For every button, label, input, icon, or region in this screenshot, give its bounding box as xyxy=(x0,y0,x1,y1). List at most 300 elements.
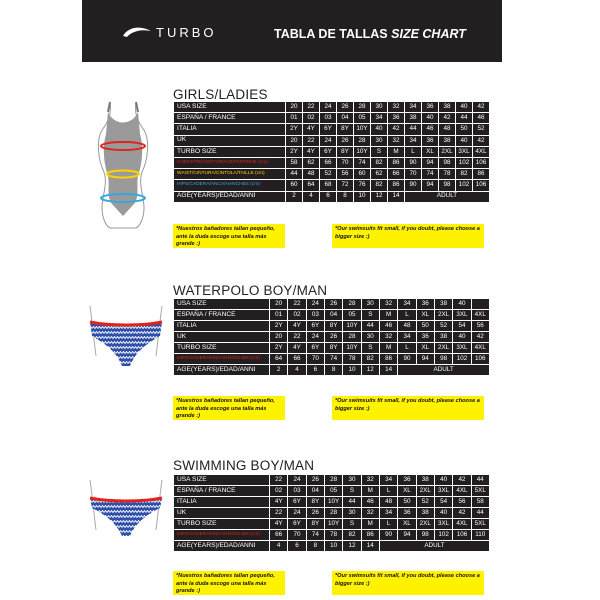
size-cell: 14 xyxy=(388,191,405,202)
size-row xyxy=(174,146,490,157)
size-cell: 4Y xyxy=(270,519,288,530)
size-cell: 32 xyxy=(379,332,397,343)
size-cell: 40 xyxy=(422,113,439,124)
size-cell: 02 xyxy=(288,310,306,321)
size-cell: 20 xyxy=(270,299,288,310)
row-label: ESPAÑA / FRANCE xyxy=(174,310,270,321)
size-cell: 46 xyxy=(379,321,397,332)
size-cell: 22 xyxy=(270,508,288,519)
size-cell: 38 xyxy=(434,332,452,343)
size-cell: 5XL xyxy=(471,519,489,530)
row-label: ESPAÑA / FRANCE xyxy=(174,486,270,497)
size-cell: 2 xyxy=(286,191,303,202)
row-label: UK xyxy=(174,508,270,519)
waterpolo-brief-figure xyxy=(86,306,166,391)
size-cell: 20 xyxy=(270,332,288,343)
size-cell: 01 xyxy=(286,113,303,124)
size-cell: 34 xyxy=(379,475,397,486)
size-cell: 32 xyxy=(379,299,397,310)
row-label: ITALIA xyxy=(174,124,286,135)
size-cell: 94 xyxy=(422,180,439,191)
size-cell: 05 xyxy=(343,310,361,321)
swimming-brief-figure xyxy=(86,480,166,565)
size-cell: 28 xyxy=(343,332,361,343)
size-cell: 106 xyxy=(471,354,489,365)
size-cell: 32 xyxy=(388,135,405,146)
size-cell: 12 xyxy=(361,365,379,376)
row-label: ITALIA xyxy=(174,321,270,332)
size-cell: M xyxy=(361,519,379,530)
size-cell: 106 xyxy=(473,180,490,191)
row-label: AGE(YEARS)/EDAD/ANNI xyxy=(174,191,286,202)
size-cell: ADULT xyxy=(379,541,489,552)
size-cell: 3XL xyxy=(453,343,471,354)
size-cell: 22 xyxy=(288,332,306,343)
size-cell: 40 xyxy=(456,102,473,113)
size-cell: 28 xyxy=(324,475,342,486)
size-cell: 32 xyxy=(361,508,379,519)
size-cell: 02 xyxy=(303,113,320,124)
size-cell: 3XL xyxy=(453,310,471,321)
size-cell: 54 xyxy=(434,497,452,508)
size-cell: 58 xyxy=(286,157,303,168)
size-cell: 6Y xyxy=(288,519,306,530)
note-spanish-girls: *Nuestros bañadores tallan pequeño, ante la duda escoge una talla más grande :) xyxy=(173,224,285,248)
size-cell: 102 xyxy=(453,354,471,365)
size-cell: 10Y xyxy=(343,321,361,332)
size-row xyxy=(174,102,490,113)
size-cell: M xyxy=(361,486,379,497)
size-cell: 32 xyxy=(388,102,405,113)
size-cell: 26 xyxy=(306,508,324,519)
size-cell: 4XL xyxy=(473,146,490,157)
size-cell: 58 xyxy=(471,497,489,508)
size-cell: 76 xyxy=(354,180,371,191)
size-cell: 38 xyxy=(416,508,434,519)
size-cell: XL xyxy=(416,310,434,321)
size-row xyxy=(174,180,490,191)
size-cell: 38 xyxy=(434,299,452,310)
size-cell: 24 xyxy=(306,299,324,310)
note-english-waterpolo: *Our swimsuits fit small, if you doubt, please choose a bigger size :) xyxy=(332,396,484,420)
row-label: HIPS/CADERA/ANCA/HANCHES (cm) xyxy=(174,180,286,191)
size-cell: 4 xyxy=(288,365,306,376)
size-cell: 94 xyxy=(422,157,439,168)
size-cell: 8Y xyxy=(306,497,324,508)
size-cell: 34 xyxy=(371,113,388,124)
row-label: ESPAÑA / FRANCE xyxy=(174,113,286,124)
size-cell: 14 xyxy=(361,541,379,552)
size-cell: 70 xyxy=(288,530,306,541)
size-cell: 90 xyxy=(405,157,422,168)
size-cell: 66 xyxy=(288,354,306,365)
size-cell: L xyxy=(398,343,416,354)
size-cell: 38 xyxy=(416,475,434,486)
size-cell: 98 xyxy=(439,180,456,191)
size-cell: 78 xyxy=(343,354,361,365)
size-cell: 50 xyxy=(398,497,416,508)
section-title-girls-ladies: GIRLS/LADIES xyxy=(173,87,268,102)
size-cell: 8Y xyxy=(337,146,354,157)
size-cell: 42 xyxy=(473,135,490,146)
size-cell: 70 xyxy=(337,157,354,168)
size-cell: 74 xyxy=(306,530,324,541)
size-cell: 102 xyxy=(456,180,473,191)
size-cell: 74 xyxy=(422,169,439,180)
size-row xyxy=(174,299,490,310)
size-cell: 90 xyxy=(398,354,416,365)
size-cell: M xyxy=(379,310,397,321)
size-row xyxy=(174,354,490,365)
brand-name: TURBO xyxy=(156,24,217,40)
size-cell: 2XL xyxy=(434,310,452,321)
size-cell: L xyxy=(379,486,397,497)
size-cell: 50 xyxy=(456,124,473,135)
size-cell: 82 xyxy=(361,354,379,365)
size-cell: 74 xyxy=(324,354,342,365)
size-cell: 42 xyxy=(388,124,405,135)
size-cell: 10Y xyxy=(324,497,342,508)
size-cell: 106 xyxy=(453,530,471,541)
size-cell: 98 xyxy=(416,530,434,541)
size-cell: 28 xyxy=(324,508,342,519)
size-cell: 28 xyxy=(354,102,371,113)
size-cell: 30 xyxy=(361,332,379,343)
size-cell: 4XL xyxy=(471,343,489,354)
size-cell: 98 xyxy=(434,354,452,365)
size-cell: 86 xyxy=(473,169,490,180)
size-cell: 10Y xyxy=(354,146,371,157)
size-cell: 4Y xyxy=(288,343,306,354)
size-cell: 6 xyxy=(320,191,337,202)
size-cell: 44 xyxy=(361,321,379,332)
size-table-swimming xyxy=(173,474,490,552)
size-cell: 10 xyxy=(354,191,371,202)
size-cell: 34 xyxy=(405,102,422,113)
chart-header xyxy=(82,0,502,62)
size-cell: XL xyxy=(416,343,434,354)
row-label: USA SIZE xyxy=(174,475,270,486)
size-cell: 6Y xyxy=(320,146,337,157)
size-cell: 6Y xyxy=(306,321,324,332)
size-cell: 6Y xyxy=(306,343,324,354)
size-cell: S xyxy=(343,519,361,530)
size-cell: 4Y xyxy=(270,497,288,508)
size-cell: 36 xyxy=(416,332,434,343)
size-row xyxy=(174,113,490,124)
size-cell: 44 xyxy=(286,169,303,180)
size-cell: 42 xyxy=(453,508,471,519)
size-cell: 12 xyxy=(343,541,361,552)
size-cell: M xyxy=(379,343,397,354)
size-cell: ADULT xyxy=(405,191,490,202)
size-cell: 74 xyxy=(354,157,371,168)
size-cell: XL xyxy=(398,519,416,530)
size-cell: XL xyxy=(422,146,439,157)
size-row xyxy=(174,135,490,146)
size-cell: 82 xyxy=(371,180,388,191)
size-cell: 4 xyxy=(270,541,288,552)
size-cell: 44 xyxy=(471,475,489,486)
size-cell: 106 xyxy=(473,157,490,168)
size-cell: 44 xyxy=(456,113,473,124)
size-cell: 14 xyxy=(379,365,397,376)
size-cell: 82 xyxy=(456,169,473,180)
size-cell: 4XL xyxy=(471,310,489,321)
wave-logo-icon xyxy=(122,25,152,39)
size-cell: 26 xyxy=(324,299,342,310)
size-cell: 28 xyxy=(343,299,361,310)
size-cell: 34 xyxy=(379,508,397,519)
size-cell: 34 xyxy=(398,332,416,343)
size-cell: 30 xyxy=(361,299,379,310)
size-cell: 48 xyxy=(398,321,416,332)
size-cell: 6Y xyxy=(288,497,306,508)
note-english-swimming: *Our swimsuits fit small, if you doubt, please choose a bigger size :) xyxy=(332,571,484,595)
size-cell: 66 xyxy=(388,169,405,180)
size-cell: 72 xyxy=(337,180,354,191)
size-cell: 40 xyxy=(453,332,471,343)
size-cell: 05 xyxy=(324,486,342,497)
size-cell: 34 xyxy=(398,299,416,310)
size-cell: 04 xyxy=(324,310,342,321)
section-title-swimming: SWIMMING BOY/MAN xyxy=(173,458,315,473)
size-cell: 52 xyxy=(416,497,434,508)
size-cell: 48 xyxy=(439,124,456,135)
size-cell: 2XL xyxy=(439,146,456,157)
size-cell: 2 xyxy=(270,365,288,376)
size-cell: 30 xyxy=(371,135,388,146)
size-cell: 22 xyxy=(303,102,320,113)
size-row xyxy=(174,530,490,541)
size-cell: 102 xyxy=(434,530,452,541)
size-cell: 28 xyxy=(354,135,371,146)
row-label: TURBO SIZE xyxy=(174,519,270,530)
size-cell: 40 xyxy=(371,124,388,135)
size-row xyxy=(174,321,490,332)
size-cell: 40 xyxy=(434,475,452,486)
size-cell: 90 xyxy=(405,180,422,191)
size-cell: 82 xyxy=(343,530,361,541)
size-cell: 52 xyxy=(320,169,337,180)
size-cell: 42 xyxy=(473,102,490,113)
size-row xyxy=(174,497,490,508)
size-cell: 36 xyxy=(388,113,405,124)
size-cell: 10Y xyxy=(354,124,371,135)
size-row xyxy=(174,519,490,530)
size-row xyxy=(174,365,490,376)
size-cell: ADULT xyxy=(398,365,490,376)
size-cell: XL xyxy=(398,486,416,497)
size-cell: 24 xyxy=(288,475,306,486)
size-cell: 22 xyxy=(288,299,306,310)
size-cell: 03 xyxy=(288,486,306,497)
size-cell: 8Y xyxy=(306,519,324,530)
size-cell: 4Y xyxy=(303,124,320,135)
size-cell: 10 xyxy=(343,365,361,376)
size-cell: 70 xyxy=(405,169,422,180)
size-cell: 2XL xyxy=(434,343,452,354)
size-cell: 34 xyxy=(405,135,422,146)
size-row xyxy=(174,310,490,321)
size-cell: 44 xyxy=(405,124,422,135)
size-cell: 8Y xyxy=(337,124,354,135)
size-cell: 78 xyxy=(324,530,342,541)
empty-cell xyxy=(471,299,489,310)
size-cell: 78 xyxy=(439,169,456,180)
size-cell: 02 xyxy=(270,486,288,497)
size-cell: L xyxy=(398,310,416,321)
size-cell: 86 xyxy=(388,157,405,168)
size-cell: 60 xyxy=(286,180,303,191)
size-cell: 38 xyxy=(439,135,456,146)
row-label: USA SIZE xyxy=(174,299,270,310)
size-cell: 8Y xyxy=(324,343,342,354)
size-cell: 05 xyxy=(354,113,371,124)
size-cell: S xyxy=(371,146,388,157)
row-label: USA SIZE xyxy=(174,102,286,113)
row-label: UK xyxy=(174,332,270,343)
size-cell: 42 xyxy=(471,332,489,343)
size-cell: 94 xyxy=(416,354,434,365)
size-cell: 4XL xyxy=(453,486,471,497)
size-cell: 50 xyxy=(416,321,434,332)
size-cell: 2Y xyxy=(270,321,288,332)
size-cell: 24 xyxy=(320,102,337,113)
size-cell: 42 xyxy=(453,475,471,486)
size-cell: 52 xyxy=(473,124,490,135)
section-title-waterpolo: WATERPOLO BOY/MAN xyxy=(173,283,328,298)
size-cell: S xyxy=(361,343,379,354)
size-cell: 42 xyxy=(439,113,456,124)
size-cell: 94 xyxy=(398,530,416,541)
size-cell: 6 xyxy=(288,541,306,552)
size-cell: 10 xyxy=(324,541,342,552)
size-cell: 86 xyxy=(388,180,405,191)
size-cell: 24 xyxy=(306,332,324,343)
size-cell: 20 xyxy=(286,135,303,146)
size-table-waterpolo xyxy=(173,298,490,376)
size-cell: 46 xyxy=(361,497,379,508)
row-label: AGE(YEARS)/EDAD/ANNI xyxy=(174,365,270,376)
size-cell: 38 xyxy=(405,113,422,124)
size-cell: 30 xyxy=(343,475,361,486)
size-cell: L xyxy=(405,146,422,157)
size-cell: 03 xyxy=(306,310,324,321)
size-cell: 52 xyxy=(434,321,452,332)
title-english: SIZE CHART xyxy=(391,27,466,41)
size-cell: 04 xyxy=(337,113,354,124)
size-cell: 54 xyxy=(453,321,471,332)
size-cell: 26 xyxy=(337,102,354,113)
size-cell: 8 xyxy=(337,191,354,202)
swimsuit-figure-icon xyxy=(88,100,158,230)
row-label: WAIST/CINTURA/CINTOLA/TAILLE (cm) xyxy=(174,169,286,180)
size-cell: 40 xyxy=(456,135,473,146)
size-cell: 44 xyxy=(343,497,361,508)
size-cell: 10Y xyxy=(324,519,342,530)
row-label: HIPS/CADERA/ANCA/HANCHES (cm) xyxy=(174,354,270,365)
size-cell: 48 xyxy=(303,169,320,180)
size-cell: 12 xyxy=(371,191,388,202)
size-cell: 36 xyxy=(422,135,439,146)
size-cell: 6 xyxy=(306,365,324,376)
size-row xyxy=(174,475,490,486)
size-cell: 3XL xyxy=(456,146,473,157)
note-spanish-swimming: *Nuestros bañadores tallan pequeño, ante la duda escoge una talla más grande :) xyxy=(173,571,285,595)
swimming-brief-icon xyxy=(86,480,166,560)
size-cell: 26 xyxy=(324,332,342,343)
size-cell: 4 xyxy=(303,191,320,202)
size-cell: L xyxy=(379,519,397,530)
size-cell: 8 xyxy=(306,541,324,552)
size-cell: 46 xyxy=(422,124,439,135)
size-cell: 56 xyxy=(453,497,471,508)
size-cell: 56 xyxy=(337,169,354,180)
size-cell: 44 xyxy=(471,508,489,519)
size-cell: 3XL xyxy=(434,486,452,497)
size-row xyxy=(174,486,490,497)
size-cell: 60 xyxy=(354,169,371,180)
size-cell: 86 xyxy=(379,354,397,365)
size-cell: 2XL xyxy=(416,519,434,530)
size-cell: 01 xyxy=(270,310,288,321)
size-cell: 48 xyxy=(379,497,397,508)
size-cell: 4Y xyxy=(288,321,306,332)
size-cell: 6Y xyxy=(320,124,337,135)
row-label: UK xyxy=(174,135,286,146)
row-label: AGE(YEARS)/EDAD/ANNI xyxy=(174,541,270,552)
size-cell: 4XL xyxy=(453,519,471,530)
size-cell: 46 xyxy=(473,113,490,124)
size-cell: 64 xyxy=(270,354,288,365)
note-english-girls: *Our swimsuits fit small, if you doubt, please choose a bigger size :) xyxy=(332,224,484,248)
size-cell: 64 xyxy=(303,180,320,191)
size-row xyxy=(174,191,490,202)
note-spanish-waterpolo: *Nuestros bañadores tallan pequeño, ante la duda escoge una talla más grande :) xyxy=(173,396,285,420)
size-cell: 26 xyxy=(306,475,324,486)
row-label: CHEST/PECHO/TORACE/POITRINE (cm) xyxy=(174,157,286,168)
size-cell: 22 xyxy=(270,475,288,486)
size-cell: 36 xyxy=(398,508,416,519)
size-cell: S xyxy=(343,486,361,497)
size-cell: 40 xyxy=(434,508,452,519)
size-cell: 38 xyxy=(439,102,456,113)
size-cell: S xyxy=(361,310,379,321)
size-cell: 8Y xyxy=(324,321,342,332)
size-row xyxy=(174,343,490,354)
size-cell: 36 xyxy=(398,475,416,486)
size-cell: 5XL xyxy=(471,486,489,497)
size-cell: 82 xyxy=(371,157,388,168)
page-title xyxy=(274,27,466,41)
row-label: TURBO SIZE xyxy=(174,146,286,157)
size-cell: 24 xyxy=(288,508,306,519)
size-cell: 36 xyxy=(422,102,439,113)
size-cell: 2Y xyxy=(286,124,303,135)
title-spanish: TABLA DE TALLAS xyxy=(274,27,388,41)
size-cell: 8 xyxy=(324,365,342,376)
size-cell: 2XL xyxy=(416,486,434,497)
turbo-logo xyxy=(122,22,217,42)
size-row xyxy=(174,169,490,180)
size-row xyxy=(174,332,490,343)
size-cell: 40 xyxy=(453,299,471,310)
size-cell: 30 xyxy=(371,102,388,113)
size-cell: 110 xyxy=(471,530,489,541)
size-row xyxy=(174,541,490,552)
size-cell: 2Y xyxy=(286,146,303,157)
